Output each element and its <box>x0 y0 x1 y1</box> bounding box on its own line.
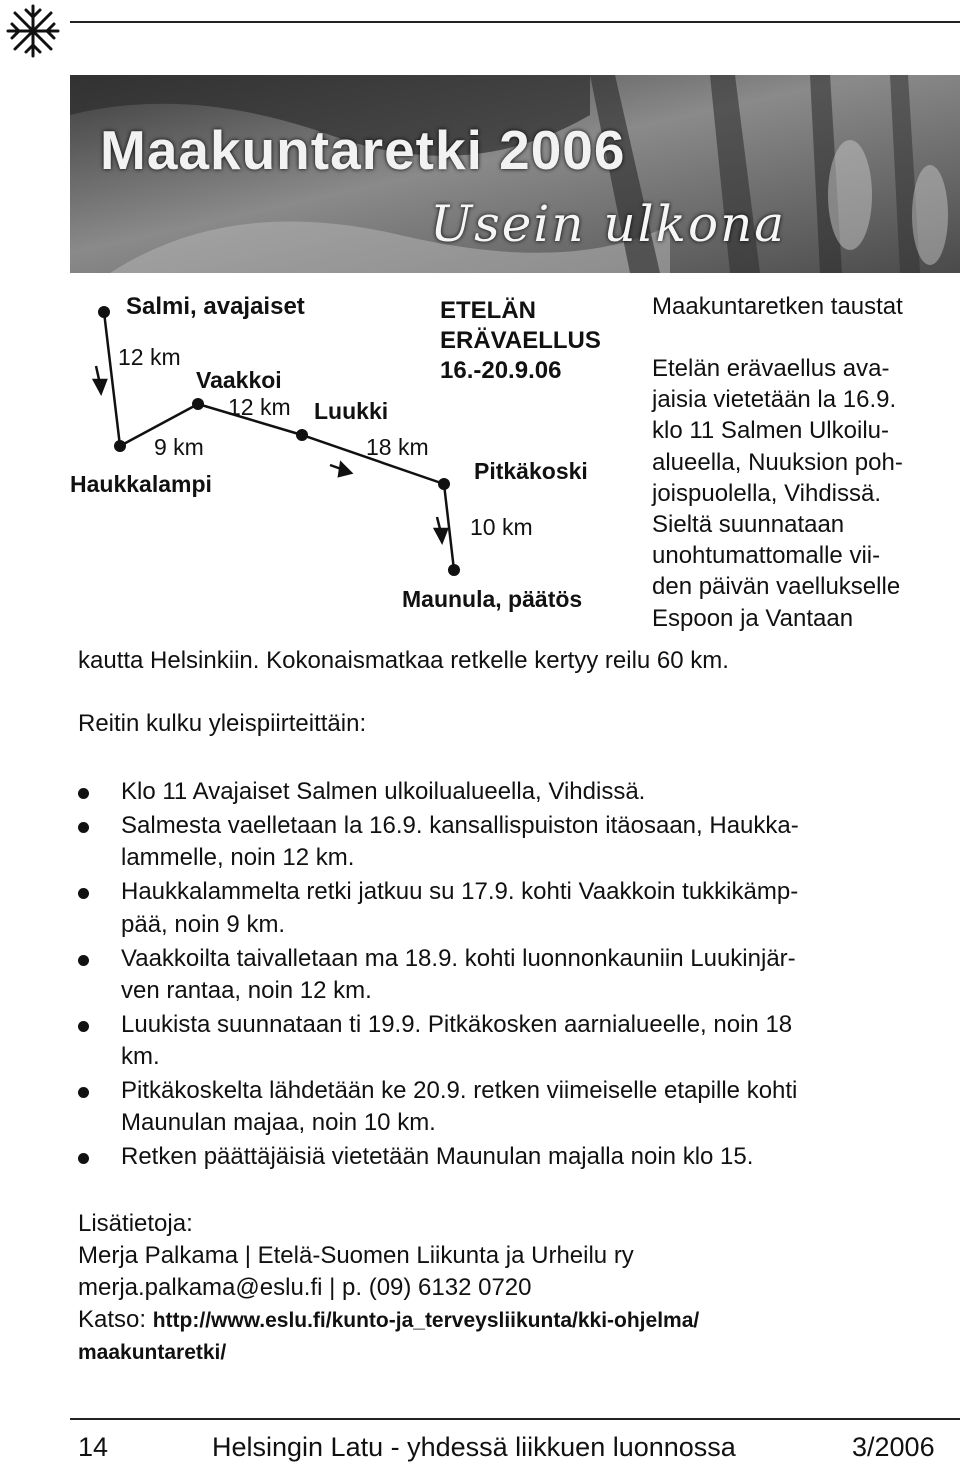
contact-block <box>78 1208 699 1369</box>
map-label-end: Maunula, päätös <box>402 586 583 612</box>
see-label: Katso: <box>78 1306 153 1333</box>
route-list <box>78 776 938 1175</box>
page-number: 14 <box>78 1432 109 1462</box>
map-label-luukki: Luukki <box>314 398 389 424</box>
column-line: jaisia vietetään la 16.9. <box>652 386 897 414</box>
column-line: alueella, Nuuksion poh- <box>652 448 903 476</box>
route-intro: Reitin kulku yleispiirteittäin: <box>78 710 367 737</box>
map-dist-pitkakoski: 10 km <box>470 514 533 540</box>
article-full-line: kautta Helsinkiin. Kokonaismatkaa retkelle kertyy reilu 60 km. <box>78 647 729 674</box>
event-title-2: ERÄVAELLUS <box>440 327 601 354</box>
footer-rule <box>70 1418 960 1420</box>
list-item: Vaakkoilta taivalletaan ma 18.9. kohti luonnonkauniin Luukinjär- ven rantaa, noin 12 km. <box>78 943 938 1008</box>
list-item: Klo 11 Avajaiset Salmen ulkoilualueella, Vihdissä. <box>78 776 938 808</box>
list-item: Pitkäkoskelta lähdetään ke 20.9. retken viimeiselle etapille kohti Maunulan majaa, noin 10 km. <box>78 1075 938 1140</box>
publication-name: Helsingin Latu - yhdessä liikkuen luonnossa <box>212 1432 736 1462</box>
column-line: Espoon ja Vantaan <box>652 604 854 632</box>
column-line: Etelän erävaellus ava- <box>652 355 890 382</box>
column-line: den päivän vaellukselle <box>652 573 901 601</box>
column-line: unohtumattomalle vii- <box>652 542 881 570</box>
header-rule <box>70 21 960 23</box>
list-item: Haukkalammelta retki jatkuu su 17.9. kohti Vaakkoin tukkikämp- pää, noin 9 km. <box>78 876 938 941</box>
route-map <box>60 280 640 625</box>
column-line: joispuolella, Vihdissä. <box>652 479 882 507</box>
list-item: Salmesta vaelletaan la 16.9. kansallispuiston itäosaan, Haukka- lammelle, noin 12 km. <box>78 810 938 875</box>
article-heading: Maakuntaretken taustat <box>652 293 903 320</box>
list-item: Retken päättäjäisiä vietetään Maunulan majalla noin klo 15. <box>78 1141 938 1173</box>
banner-subtitle: Usein ulkona <box>430 195 787 253</box>
map-dist-luukki: 18 km <box>366 434 429 460</box>
map-label-pitkakoski: Pitkäkoski <box>474 458 588 484</box>
contact-label: Lisätietoja: <box>78 1210 193 1237</box>
event-title-1: ETELÄN <box>440 297 536 324</box>
issue-number: 3/2006 <box>852 1432 935 1462</box>
contact-email-phone[interactable]: merja.palkama@eslu.fi | p. (09) 6132 0720 <box>78 1274 532 1301</box>
column-line: klo 11 Salmen Ulkoilu- <box>652 417 889 445</box>
map-dist-salmi: 12 km <box>118 344 181 370</box>
url-link-2[interactable]: maakuntaretki/ <box>78 1341 227 1364</box>
column-line: Sieltä suunnataan <box>652 511 845 539</box>
map-label-start: Salmi, avajaiset <box>126 293 305 320</box>
event-title-3: 16.-20.9.06 <box>440 357 562 384</box>
snowflake-logo-icon <box>4 2 62 60</box>
contact-person: Merja Palkama | Etelä-Suomen Liikunta ja Urheilu ry <box>78 1242 634 1269</box>
banner-title: Maakuntaretki 2006 <box>100 119 626 181</box>
url-link-1[interactable]: http://www.eslu.fi/kunto-ja_terveysliikunta/kki-ohjelma/ <box>152 1309 700 1332</box>
list-item: Luukista suunnataan ti 19.9. Pitkäkosken aarnialueelle, noin 18 km. <box>78 1009 938 1074</box>
map-label-vaakkoi: Vaakkoi <box>196 367 282 393</box>
article-column <box>652 353 952 634</box>
map-label-haukkalampi: Haukkalampi <box>70 471 212 497</box>
map-dist-vaakkoi: 12 km <box>228 394 291 420</box>
map-dist-haukkalampi: 9 km <box>154 434 204 460</box>
